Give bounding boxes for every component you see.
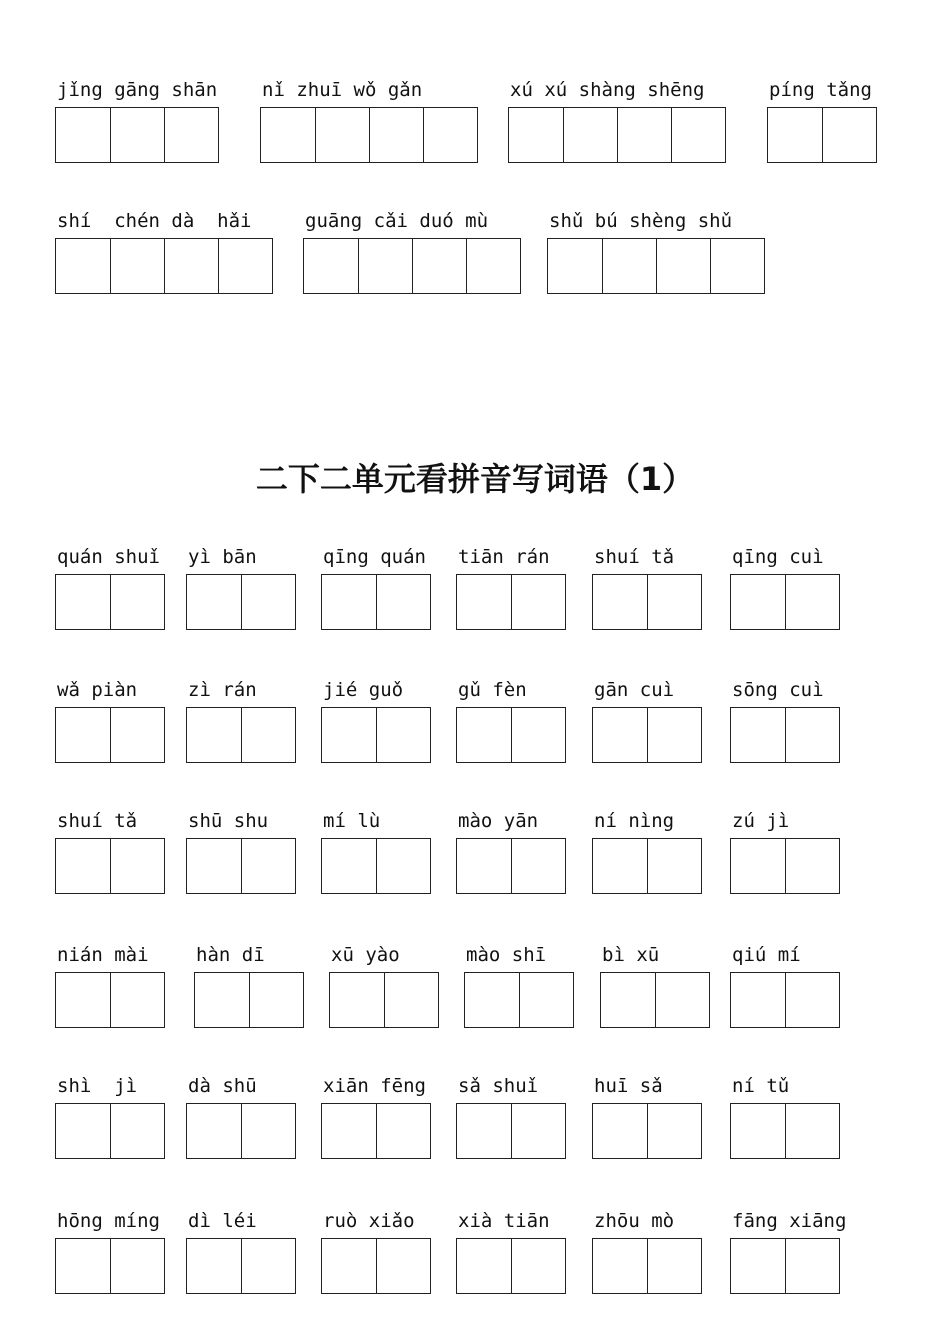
writing-box-group [55,838,165,894]
writing-box[interactable] [241,1239,295,1293]
writing-box-group [55,707,165,763]
writing-box[interactable] [785,973,839,1027]
writing-box-group [186,1103,296,1159]
writing-box[interactable] [110,1104,164,1158]
writing-box[interactable] [822,108,876,162]
writing-box[interactable] [110,575,164,629]
writing-box[interactable] [304,239,358,293]
writing-box[interactable] [56,708,110,762]
writing-box-group [456,838,566,894]
writing-box[interactable] [164,108,218,162]
pinyin-label: yì bān [188,546,257,568]
pinyin-label: shuí tǎ [594,546,675,568]
pinyin-label: bì xū [602,944,660,966]
writing-box[interactable] [187,708,241,762]
writing-box[interactable] [647,839,701,893]
writing-box[interactable] [602,239,656,293]
writing-box-group [321,574,431,630]
pinyin-label: mào yān [458,810,539,832]
pinyin-label: sōng cuì [732,679,824,701]
writing-box[interactable] [110,708,164,762]
writing-box[interactable] [731,575,785,629]
writing-box[interactable] [519,973,573,1027]
writing-box[interactable] [656,239,710,293]
writing-box[interactable] [249,973,303,1027]
writing-box-group [730,1238,840,1294]
writing-box[interactable] [187,1104,241,1158]
writing-box-group [592,574,702,630]
writing-box[interactable] [322,1239,376,1293]
pinyin-label: nǐ zhuī wǒ gǎn [262,79,423,101]
writing-box[interactable] [241,575,295,629]
writing-box[interactable] [509,108,563,162]
writing-box-group [456,1238,566,1294]
pinyin-label: shū shu [188,810,269,832]
pinyin-label: gān cuì [594,679,675,701]
writing-box[interactable] [56,973,110,1027]
writing-box[interactable] [785,575,839,629]
writing-box[interactable] [593,839,647,893]
writing-box-group [600,972,710,1028]
writing-box-group [55,1238,165,1294]
writing-box[interactable] [322,708,376,762]
writing-box[interactable] [187,575,241,629]
writing-box[interactable] [731,1239,785,1293]
pinyin-label: fāng xiāng [732,1210,847,1232]
writing-box[interactable] [593,1104,647,1158]
writing-box-group [321,1103,431,1159]
pinyin-label: nián mài [57,944,149,966]
writing-box[interactable] [655,973,709,1027]
writing-box-group [303,238,521,294]
writing-box-group [730,707,840,763]
writing-box-group [456,707,566,763]
writing-box[interactable] [563,108,617,162]
writing-box[interactable] [376,708,430,762]
writing-box-group [464,972,574,1028]
writing-box-group [456,1103,566,1159]
writing-box[interactable] [731,839,785,893]
writing-box[interactable] [261,108,315,162]
pinyin-label: jié guǒ [323,679,404,701]
pinyin-label: jǐng gāng shān [57,79,218,101]
writing-box-group [55,574,165,630]
pinyin-label: shǔ bú shèng shǔ [549,210,733,232]
writing-box-group [186,838,296,894]
writing-box[interactable] [187,839,241,893]
worksheet-title: 二下二单元看拼音写词语（1） [255,460,695,499]
pinyin-label: shí chén dà hǎi [57,210,252,232]
writing-box-group [730,838,840,894]
writing-box-group [186,574,296,630]
writing-box-group [194,972,304,1028]
writing-box[interactable] [617,108,671,162]
writing-box[interactable] [322,1104,376,1158]
writing-box-group [547,238,765,294]
pinyin-label: zú jì [732,810,790,832]
writing-box[interactable] [768,108,822,162]
pinyin-label: wǎ piàn [57,679,138,701]
writing-box-group [592,838,702,894]
writing-box-group [592,1238,702,1294]
writing-box[interactable] [548,239,602,293]
writing-box-group [767,107,877,163]
pinyin-label: qiú mí [732,944,801,966]
pinyin-label: huī sǎ [594,1075,663,1097]
writing-box-group [260,107,478,163]
writing-box-group [55,972,165,1028]
writing-box[interactable] [110,839,164,893]
writing-box-group [456,574,566,630]
pinyin-label: hōng míng [57,1210,160,1232]
writing-box[interactable] [647,1239,701,1293]
writing-box[interactable] [785,839,839,893]
writing-box[interactable] [647,708,701,762]
writing-box-group [55,238,273,294]
writing-box[interactable] [412,239,466,293]
writing-box[interactable] [593,708,647,762]
pinyin-label: ní tǔ [732,1075,790,1097]
writing-box[interactable] [110,973,164,1027]
writing-box[interactable] [511,1239,565,1293]
writing-box[interactable] [376,1239,430,1293]
writing-box[interactable] [241,1104,295,1158]
pinyin-label: xú xú shàng shēng [510,79,705,101]
writing-box[interactable] [322,839,376,893]
writing-box[interactable] [457,839,511,893]
pinyin-label: tiān rán [458,546,550,568]
writing-box[interactable] [56,1239,110,1293]
pinyin-label: shuí tǎ [57,810,138,832]
writing-box[interactable] [241,839,295,893]
writing-box[interactable] [457,575,511,629]
writing-box[interactable] [593,575,647,629]
pinyin-label: píng tǎng [769,79,872,101]
writing-box[interactable] [110,239,164,293]
writing-box[interactable] [731,1104,785,1158]
writing-box[interactable] [56,108,110,162]
writing-box[interactable] [195,973,249,1027]
writing-box-group [508,107,726,163]
writing-box-group [186,707,296,763]
writing-box[interactable] [647,575,701,629]
pinyin-label: sǎ shuǐ [458,1075,539,1097]
writing-box[interactable] [671,108,725,162]
writing-box-group [321,1238,431,1294]
writing-box[interactable] [731,973,785,1027]
pinyin-label: gǔ fèn [458,679,527,701]
writing-box[interactable] [710,239,764,293]
writing-box[interactable] [56,239,110,293]
writing-box[interactable] [457,1239,511,1293]
writing-box-group [730,574,840,630]
writing-box[interactable] [369,108,423,162]
writing-box-group [321,707,431,763]
writing-box[interactable] [785,1104,839,1158]
writing-box[interactable] [511,575,565,629]
pinyin-label: xià tiān [458,1210,550,1232]
writing-box[interactable] [376,575,430,629]
writing-box[interactable] [511,839,565,893]
pinyin-label: qīng quán [323,546,426,568]
writing-box-group [186,1238,296,1294]
writing-box-group [55,1103,165,1159]
writing-box[interactable] [376,839,430,893]
writing-box[interactable] [241,708,295,762]
writing-box[interactable] [647,1104,701,1158]
pinyin-label: hàn dī [196,944,265,966]
writing-box[interactable] [110,1239,164,1293]
pinyin-label: xiān fēng [323,1075,426,1097]
writing-box[interactable] [465,973,519,1027]
writing-box[interactable] [511,1104,565,1158]
writing-box[interactable] [593,1239,647,1293]
writing-box[interactable] [457,708,511,762]
writing-box-group [730,972,840,1028]
writing-box[interactable] [785,708,839,762]
writing-box[interactable] [56,839,110,893]
writing-box[interactable] [423,108,477,162]
writing-box[interactable] [466,239,520,293]
writing-box[interactable] [164,239,218,293]
writing-box[interactable] [601,973,655,1027]
writing-box[interactable] [110,108,164,162]
pinyin-label: xū yào [331,944,400,966]
pinyin-label: ruò xiǎo [323,1210,415,1232]
pinyin-label: shì jì [57,1075,138,1097]
writing-box[interactable] [218,239,272,293]
writing-box[interactable] [731,708,785,762]
writing-box[interactable] [56,575,110,629]
pinyin-label: zì rán [188,679,257,701]
pinyin-label: quán shuǐ [57,546,160,568]
writing-box[interactable] [330,973,384,1027]
writing-box[interactable] [511,708,565,762]
writing-box[interactable] [56,1104,110,1158]
writing-box[interactable] [376,1104,430,1158]
pinyin-label: mào shī [466,944,547,966]
writing-box[interactable] [322,575,376,629]
pinyin-label: qīng cuì [732,546,824,568]
writing-box[interactable] [384,973,438,1027]
writing-box-group [592,1103,702,1159]
writing-box-group [592,707,702,763]
writing-box-group [321,838,431,894]
writing-box-group [730,1103,840,1159]
pinyin-label: guāng cǎi duó mù [305,210,489,232]
writing-box[interactable] [785,1239,839,1293]
writing-box[interactable] [457,1104,511,1158]
pinyin-label: dì léi [188,1210,257,1232]
pinyin-label: mí lù [323,810,381,832]
writing-box[interactable] [358,239,412,293]
pinyin-label: dà shū [188,1075,257,1097]
pinyin-label: ní nìng [594,810,675,832]
writing-box-group [55,107,219,163]
pinyin-label: zhōu mò [594,1210,675,1232]
writing-box-group [329,972,439,1028]
writing-box[interactable] [315,108,369,162]
writing-box[interactable] [187,1239,241,1293]
